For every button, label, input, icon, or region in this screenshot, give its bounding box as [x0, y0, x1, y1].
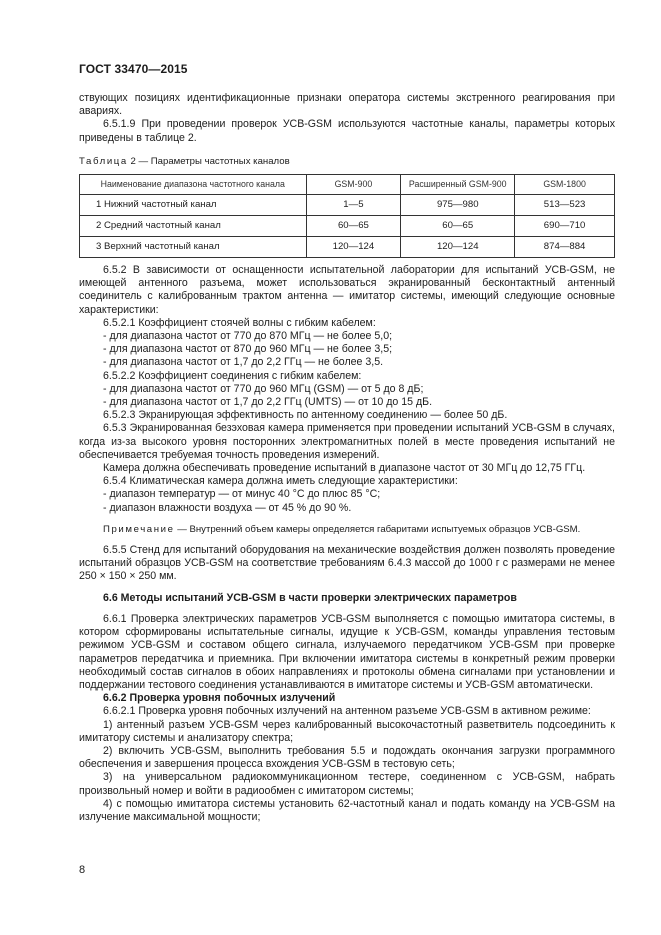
frequency-channels-table	[79, 174, 615, 258]
list-item: 6.5.2.3 Экранирующая эффективность по антенному соединению — более 50 дБ.	[103, 409, 508, 422]
subsection-heading: 6.6.2 Проверка уровня побочных излучений	[103, 692, 336, 705]
paragraph: 6.5.2 В зависимости от оснащенности испытательной лаборатории для испытаний УСВ-GSM, не имеющей антенного разъема, может использоваться экранированный бесконтактный антенный соединитель с калиброванным трактом антенна — имитатор системы, имеющий следующие основные характеристики:	[79, 264, 615, 316]
list-item: 4) с помощью имитатора системы установить 62-частотный канал и подать команду на УСВ-GSM на излучение максимальной мощности;	[79, 797, 615, 823]
note	[79, 523, 615, 536]
table-cell: 3 Верхний частотный канал	[80, 237, 307, 258]
paragraph: 6.6.2.1 Проверка уровня побочных излучений на антенном разъеме УСВ-GSM в активном режиме:	[103, 705, 591, 718]
list-item: - для диапазона частот от 870 до 960 МГц — не более 3,5;	[103, 343, 393, 356]
list-item: - диапазон влажности воздуха — от 45 % до 90 %.	[103, 501, 352, 514]
table-cell: 60—65	[401, 216, 515, 237]
list-item: - диапазон температур — от минус 40 °C до плюс 85 °C;	[103, 488, 381, 501]
section-heading: 6.6 Методы испытаний УСВ-GSM в части проверки электрических параметров	[103, 591, 517, 604]
table-cell: 1—5	[306, 195, 401, 216]
table-cell: 513—523	[515, 195, 615, 216]
table-header-cell: GSM-900	[306, 175, 401, 195]
page-number: 8	[79, 864, 86, 876]
table-cell: 2 Средний частотный канал	[80, 216, 307, 237]
table-row	[80, 195, 615, 216]
document-header: ГОСТ 33470—2015	[79, 62, 188, 76]
table-cell: 1 Нижний частотный канал	[80, 195, 307, 216]
table-row	[80, 237, 615, 258]
document-body	[79, 92, 615, 824]
note-label: Примечание	[103, 523, 175, 535]
paragraph: Камера должна обеспечивать проведение испытаний в диапазоне частот от 30 МГц до 12,75 ГГц.	[103, 462, 586, 475]
table-caption	[79, 155, 615, 168]
list-item: - для диапазона частот от 770 до 870 МГц — не более 5,0;	[103, 330, 393, 343]
table-header-row	[80, 175, 615, 195]
table-cell: 120—124	[401, 237, 515, 258]
paragraph: ствующих позициях идентификационные признаки оператора системы экстренного реагирования при авариях.	[79, 92, 615, 118]
table-header-cell: Расширенный GSM-900	[401, 175, 515, 195]
table-cell: 60—65	[306, 216, 401, 237]
list-item: - для диапазона частот от 1,7 до 2,2 ГГц (UMTS) — от 10 до 15 дБ.	[103, 396, 433, 409]
table-cell: 120—124	[306, 237, 401, 258]
list-item: 6.5.2.2 Коэффициент соединения с гибким кабелем:	[103, 369, 362, 382]
table-row	[80, 216, 615, 237]
list-item: - для диапазона частот от 1,7 до 2,2 ГГц — не более 3,5.	[103, 356, 384, 369]
list-item: 6.5.2.1 Коэффициент стоячей волны с гибким кабелем:	[103, 316, 376, 329]
table-cell: 874—884	[515, 237, 615, 258]
note-text: — Внутренний объем камеры определяется габаритами испытуемых образцов УСВ-GSM.	[174, 523, 581, 535]
list-item: 2) включить УСВ-GSM, выполнить требования 5.5 и подождать окончания загрузки программного обеспечения и завершения процесса вхождения УСВ-GSM в тестовую сеть;	[79, 744, 615, 771]
paragraph: 6.6.1 Проверка электрических параметров УСВ-GSM выполняется с помощью имитатора системы, в котором сформированы испытательные сигналы, идущие к УСВ-GSM, команды управления тестовым режимом УСВ-GSM и составом общего сигнала, излучаемого передатчиком УСВ-GSM при проверке параметров передатчика и приемника. При включении имитатора системы в конкретный режим проверки необходимый состав сигналов в обоих направлениях и протоколы обмена сигналами при установлении и поддержании тестового соединения устанавливаются в имитаторе системы и УСВ-GSM автоматически.	[79, 612, 615, 691]
paragraph: 6.5.5 Стенд для испытаний оборудования на механические воздействия должен позволять проведение испытаний образцов УСВ-GSM на соответствие требованиям 6.4.3 массой до 1000 г с размерами не менее 250 × 150 × 250 мм.	[79, 544, 615, 583]
table-caption-text: 2 — Параметры частотных каналов	[130, 155, 290, 167]
list-item: 1) антенный разъем УСВ-GSM через калиброванный высокочастотный разветвитель подсоединить к имитатору системы и анализатору спектра;	[79, 718, 615, 744]
table-caption-label: Таблица	[79, 155, 128, 167]
paragraph: 6.5.4 Климатическая камера должна иметь следующие характеристики:	[103, 475, 458, 488]
table-header-cell: Наименование диапазона частотного канала	[80, 175, 307, 195]
table-cell: 690—710	[515, 216, 615, 237]
paragraph: 6.5.3 Экранированная безэховая камера применяется при проведении испытаний УСВ-GSM в случаях, когда из-за высокого уровня посторонних электромагнитных полей в месте проведения испытаний не обеспечивается требуемая точность проведения измерений.	[79, 422, 615, 461]
list-item: - для диапазона частот от 770 до 960 МГц (GSM) — от 5 до 8 дБ;	[103, 382, 424, 395]
list-item: 3) на универсальном радиокоммуникационном тестере, соединенном с УСВ-GSM, набрать произвольный номер и войти в радиообмен с имитатором системы;	[79, 771, 615, 797]
paragraph: 6.5.1.9 При проведении проверок УСВ-GSM используются частотные каналы, параметры которых приведены в таблице 2.	[79, 118, 615, 144]
table-cell: 975—980	[401, 195, 515, 216]
table-header-cell: GSM-1800	[515, 175, 615, 195]
